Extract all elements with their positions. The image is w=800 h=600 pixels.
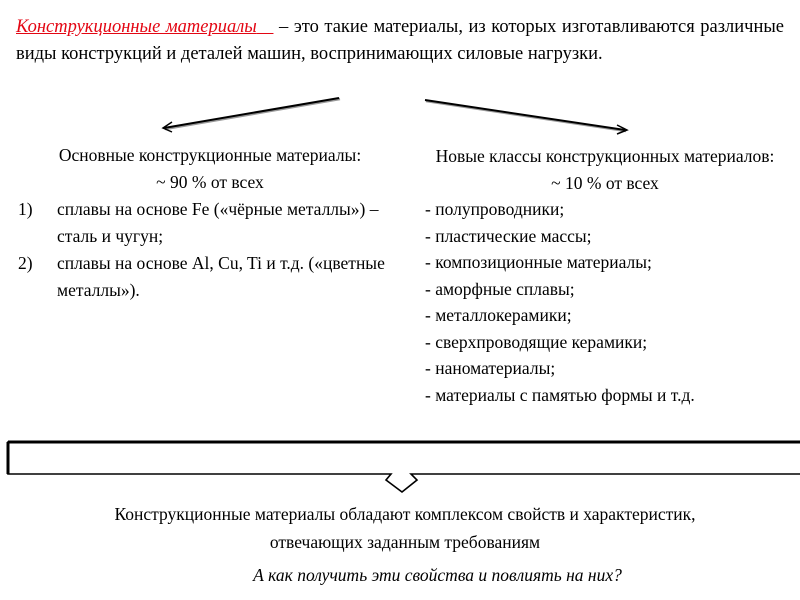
list-item: - металлокерамики; <box>425 305 572 325</box>
main-materials-block <box>8 142 412 304</box>
term-underline-pad <box>257 17 274 37</box>
conclusion-line-2: отвечающих заданным требованиям <box>269 532 541 552</box>
definition-text: – это такие материалы, из которых изготавливаются различные виды конструкций и деталей машин, воспринимающих силовые нагрузки. <box>16 17 784 64</box>
list-item-text: сплавы на основе Fe («чёрные металлы») – сталь и чугун; <box>57 199 379 246</box>
main-materials-heading: Основные конструкционные материалы: <box>58 145 362 165</box>
arrow-down-left-icon <box>163 98 340 132</box>
main-materials-share: ~ 90 % от всех <box>156 172 264 192</box>
main-materials-list <box>8 196 412 304</box>
list-item: - композиционные материалы; <box>425 252 652 272</box>
list-item: - пластические массы; <box>425 225 592 246</box>
list-item: - наноматериалы; <box>425 358 556 378</box>
new-materials-block <box>420 143 790 408</box>
list-item <box>8 196 412 250</box>
list-item: - сверхпроводящие керамики; <box>425 331 648 352</box>
list-item: - аморфные сплавы; <box>425 278 575 299</box>
list-item: - материалы с памятью формы и т.д. <box>425 384 695 405</box>
conclusion-text <box>20 500 790 556</box>
list-item: - полупроводники; <box>425 199 565 219</box>
new-materials-share: ~ 10 % от всех <box>551 172 659 193</box>
defined-term: Конструкционные материалы <box>16 17 257 37</box>
list-item-text: сплавы на основе Al, Cu, Ti и т.д. («цветные металлы»). <box>57 253 385 300</box>
list-item-number: 1) <box>18 199 33 219</box>
new-materials-heading: Новые классы конструкционных материалов: <box>435 146 775 166</box>
block-arrow-down-icon <box>8 442 800 492</box>
list-item-number: 2) <box>18 253 33 273</box>
new-materials-list <box>420 196 790 408</box>
conclusion-line-1: Конструкционные материалы обладают комплексом свойств и характеристик, <box>114 504 696 524</box>
list-item <box>8 250 412 304</box>
question-text: А как получить эти свойства и повлиять на них? <box>253 565 622 585</box>
definition-paragraph <box>16 14 784 68</box>
arrow-down-right-icon <box>425 100 627 134</box>
